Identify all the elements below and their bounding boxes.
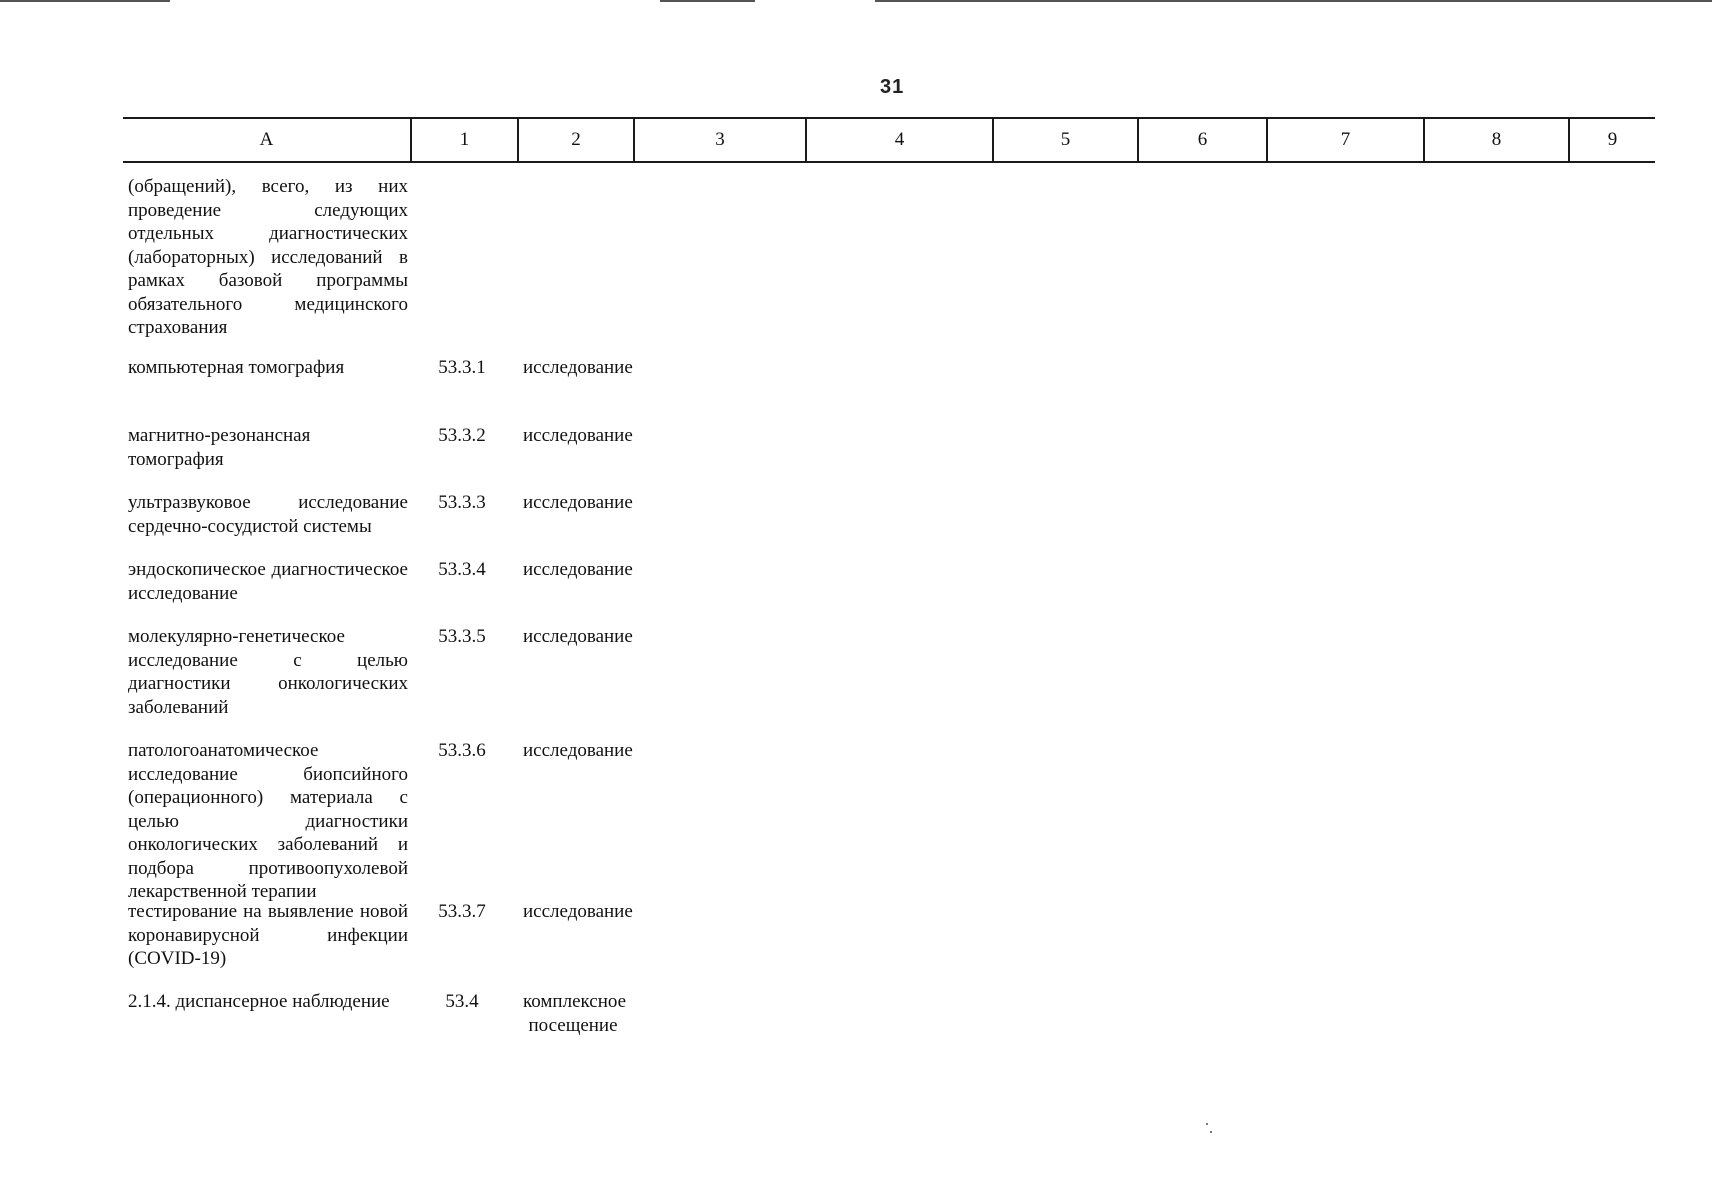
row-code: 53.4 xyxy=(445,991,479,1012)
row-unit: исследование xyxy=(523,901,633,922)
scan-edge-line xyxy=(875,0,1712,2)
header-col-9: 9 xyxy=(1607,129,1618,150)
row-name: 2.1.4. диспансерное наблюдение xyxy=(128,991,390,1012)
scan-edge-line xyxy=(660,0,755,2)
header-col-5: 5 xyxy=(994,119,1139,161)
header-col-1: 1 xyxy=(412,119,519,161)
scan-speck xyxy=(1210,1131,1212,1133)
header-col-a: А xyxy=(123,119,412,161)
row-code: 53.3.6 xyxy=(438,740,486,761)
row-code: 53.3.2 xyxy=(438,425,486,446)
row-unit: комплексное посещение xyxy=(523,991,627,1036)
row-unit: исследование xyxy=(523,559,633,580)
header-col-2: 2 xyxy=(519,119,635,161)
row-unit: исследование xyxy=(523,740,633,761)
row-name: тестирование на выявление новой коронавирусной инфекции (COVID-19) xyxy=(128,901,408,969)
row-code: 53.3.1 xyxy=(438,357,486,378)
page-number: 31 xyxy=(880,76,905,98)
row-name: патологоанатомическое исследование биопсийного (операционного) материала с целью диагностики онкологических заболеваний и подбора противоопухолевой лекарственной терапии xyxy=(128,740,408,902)
row-name: эндоскопическое диагностическое исследование xyxy=(128,559,408,604)
row-code: 53.3.7 xyxy=(438,901,486,922)
row-code: 53.3.4 xyxy=(438,559,486,580)
header-col-8: 8 xyxy=(1425,119,1570,161)
row-unit: исследование xyxy=(523,425,633,446)
row-name: молекулярно-генетическое исследование с целью диагностики онкологических заболеваний xyxy=(128,626,408,718)
row-name: магнитно-резонансная томография xyxy=(128,425,311,470)
row-unit: исследование xyxy=(523,357,633,378)
header-col-7: 7 xyxy=(1268,119,1425,161)
header-col-6: 6 xyxy=(1139,119,1268,161)
header-col-4: 4 xyxy=(807,119,994,161)
header-col-3: 3 xyxy=(635,119,807,161)
scan-edge-line xyxy=(0,0,170,2)
table-header xyxy=(123,117,1655,163)
row-code: 53.3.3 xyxy=(438,492,486,513)
row-name: компьютерная томография xyxy=(128,357,345,378)
row-unit: исследование xyxy=(523,626,633,647)
row-unit: исследование xyxy=(523,492,633,513)
row-name: (обращений), всего, из них проведение следующих отдельных диагностических (лабораторных) исследований в рамках базовой программы обязательного медицинского страхования xyxy=(128,176,408,338)
row-name: ультразвуковое исследование сердечно-сосудистой системы xyxy=(128,492,408,537)
scan-speck xyxy=(1206,1123,1208,1125)
row-code: 53.3.5 xyxy=(438,626,486,647)
